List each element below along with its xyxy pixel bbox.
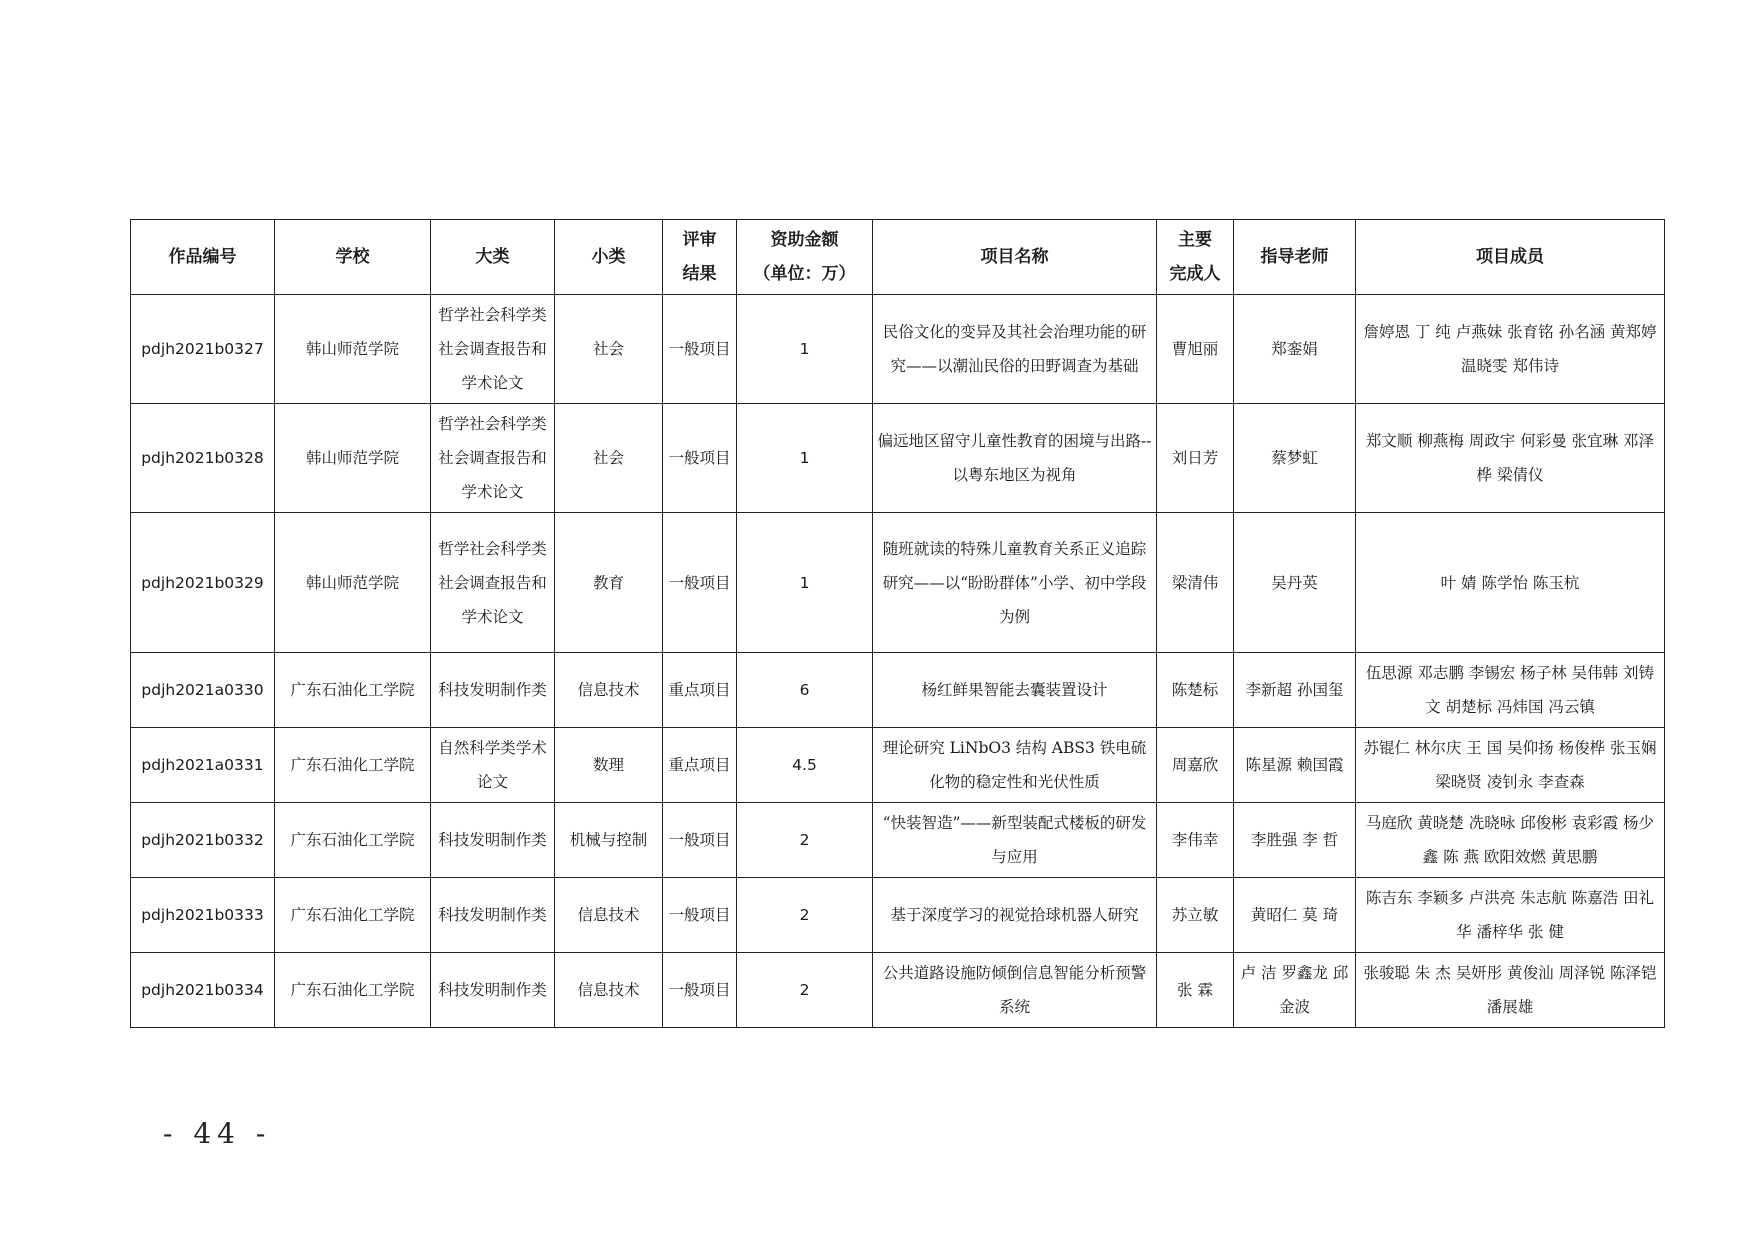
cell-category: 科技发明制作类 <box>431 953 555 1028</box>
cell-project-name: 基于深度学习的视觉拾球机器人研究 <box>873 878 1157 953</box>
cell-leader: 曹旭丽 <box>1157 295 1234 404</box>
table-row <box>131 404 1665 513</box>
cell-project-name: “快装智造”——新型装配式楼板的研发与应用 <box>873 803 1157 878</box>
cell-advisor: 陈星源 赖国霞 <box>1234 728 1356 803</box>
cell-subcategory: 信息技术 <box>555 653 663 728</box>
cell-category: 哲学社会科学类社会调查报告和学术论文 <box>431 513 555 653</box>
cell-advisor: 吴丹英 <box>1234 513 1356 653</box>
header-category: 大类 <box>431 220 555 295</box>
cell-leader: 梁清伟 <box>1157 513 1234 653</box>
cell-school: 广东石油化工学院 <box>275 653 431 728</box>
cell-leader: 李伟幸 <box>1157 803 1234 878</box>
cell-code: pdjh2021b0333 <box>131 878 275 953</box>
cell-funding: 4.5 <box>737 728 873 803</box>
cell-result: 重点项目 <box>663 653 737 728</box>
cell-school: 广东石油化工学院 <box>275 728 431 803</box>
cell-category: 科技发明制作类 <box>431 878 555 953</box>
header-advisor: 指导老师 <box>1234 220 1356 295</box>
cell-result: 一般项目 <box>663 953 737 1028</box>
cell-result: 一般项目 <box>663 878 737 953</box>
header-school: 学校 <box>275 220 431 295</box>
cell-project-name: 公共道路设施防倾倒信息智能分析预警系统 <box>873 953 1157 1028</box>
project-list-sheet <box>130 219 1664 1028</box>
cell-advisor: 黄昭仁 莫 琦 <box>1234 878 1356 953</box>
header-leader-line2: 完成人 <box>1169 264 1221 284</box>
table-row <box>131 953 1665 1028</box>
cell-funding: 2 <box>737 878 873 953</box>
cell-school: 韩山师范学院 <box>275 295 431 404</box>
cell-project-name: 民俗文化的变异及其社会治理功能的研究——以潮汕民俗的田野调查为基础 <box>873 295 1157 404</box>
cell-school: 广东石油化工学院 <box>275 878 431 953</box>
header-result-line1: 评审 <box>682 230 717 250</box>
cell-code: pdjh2021b0332 <box>131 803 275 878</box>
cell-result: 重点项目 <box>663 728 737 803</box>
cell-leader: 苏立敏 <box>1157 878 1234 953</box>
cell-members: 詹婷恩 丁 纯 卢燕妹 张育铭 孙名涵 黄郑婷 温晓雯 郑伟诗 <box>1356 295 1665 404</box>
cell-subcategory: 机械与控制 <box>555 803 663 878</box>
cell-project-name: 杨红鲜果智能去囊装置设计 <box>873 653 1157 728</box>
cell-school: 广东石油化工学院 <box>275 953 431 1028</box>
cell-code: pdjh2021a0331 <box>131 728 275 803</box>
cell-funding: 1 <box>737 513 873 653</box>
cell-subcategory: 社会 <box>555 404 663 513</box>
cell-school: 韩山师范学院 <box>275 513 431 653</box>
cell-code: pdjh2021a0330 <box>131 653 275 728</box>
cell-advisor: 李新超 孙国玺 <box>1234 653 1356 728</box>
cell-code: pdjh2021b0334 <box>131 953 275 1028</box>
cell-members: 郑文顺 柳燕梅 周政宇 何彩曼 张宜琳 邓泽桦 梁倩仪 <box>1356 404 1665 513</box>
cell-funding: 1 <box>737 295 873 404</box>
cell-category: 哲学社会科学类社会调查报告和学术论文 <box>431 404 555 513</box>
table-row <box>131 653 1665 728</box>
cell-leader: 刘日芳 <box>1157 404 1234 513</box>
header-members: 项目成员 <box>1356 220 1665 295</box>
cell-subcategory: 数理 <box>555 728 663 803</box>
cell-subcategory: 社会 <box>555 295 663 404</box>
cell-school: 广东石油化工学院 <box>275 803 431 878</box>
table-row <box>131 295 1665 404</box>
cell-members: 伍思源 邓志鹏 李锡宏 杨子林 吴伟韩 刘铸文 胡楚标 冯炜国 冯云镇 <box>1356 653 1665 728</box>
table-row <box>131 513 1665 653</box>
cell-category: 自然科学类学术论文 <box>431 728 555 803</box>
table-row <box>131 878 1665 953</box>
cell-result: 一般项目 <box>663 513 737 653</box>
cell-members: 马庭欣 黄晓楚 冼晓咏 邱俊彬 袁彩霞 杨少鑫 陈 燕 欧阳效燃 黄思鹏 <box>1356 803 1665 878</box>
cell-result: 一般项目 <box>663 295 737 404</box>
table-header-row <box>131 220 1665 295</box>
cell-advisor: 郑銮娟 <box>1234 295 1356 404</box>
cell-leader: 张 霖 <box>1157 953 1234 1028</box>
page-number: - 44 - <box>163 1117 272 1150</box>
header-result-line2: 结果 <box>682 264 717 284</box>
cell-school: 韩山师范学院 <box>275 404 431 513</box>
cell-code: pdjh2021b0327 <box>131 295 275 404</box>
cell-category: 科技发明制作类 <box>431 653 555 728</box>
cell-funding: 6 <box>737 653 873 728</box>
cell-code: pdjh2021b0329 <box>131 513 275 653</box>
funded-projects-table <box>130 219 1665 1028</box>
cell-members: 叶 婧 陈学怡 陈玉杭 <box>1356 513 1665 653</box>
table-row <box>131 803 1665 878</box>
cell-category: 哲学社会科学类社会调查报告和学术论文 <box>431 295 555 404</box>
header-leader-line1: 主要 <box>1178 230 1212 250</box>
cell-result: 一般项目 <box>663 404 737 513</box>
cell-result: 一般项目 <box>663 803 737 878</box>
cell-funding: 1 <box>737 404 873 513</box>
header-funding-line1: 资助金额 <box>770 230 839 250</box>
cell-subcategory: 教育 <box>555 513 663 653</box>
cell-project-name: 随班就读的特殊儿童教育关系正义追踪研究——以“盼盼群体”小学、初中学段为例 <box>873 513 1157 653</box>
cell-subcategory: 信息技术 <box>555 878 663 953</box>
cell-members: 张骏聪 朱 杰 吴妍彤 黄俊汕 周泽锐 陈泽铠 潘展雄 <box>1356 953 1665 1028</box>
header-subcategory: 小类 <box>555 220 663 295</box>
cell-advisor: 蔡梦虹 <box>1234 404 1356 513</box>
cell-subcategory: 信息技术 <box>555 953 663 1028</box>
header-funding <box>737 220 873 295</box>
header-result <box>663 220 737 295</box>
cell-members: 陈吉东 李颖多 卢洪亮 朱志航 陈嘉浩 田礼华 潘梓华 张 健 <box>1356 878 1665 953</box>
cell-category: 科技发明制作类 <box>431 803 555 878</box>
header-leader <box>1157 220 1234 295</box>
header-funding-line2: （单位：万） <box>753 264 856 284</box>
cell-project-name: 偏远地区留守儿童性教育的困境与出路--以粤东地区为视角 <box>873 404 1157 513</box>
header-code: 作品编号 <box>131 220 275 295</box>
cell-advisor: 卢 洁 罗鑫龙 邱金波 <box>1234 953 1356 1028</box>
cell-project-name: 理论研究 LiNbO3 结构 ABS3 铁电硫化物的稳定性和光伏性质 <box>873 728 1157 803</box>
cell-advisor: 李胜强 李 哲 <box>1234 803 1356 878</box>
cell-funding: 2 <box>737 803 873 878</box>
cell-leader: 陈楚标 <box>1157 653 1234 728</box>
header-project-name: 项目名称 <box>873 220 1157 295</box>
cell-funding: 2 <box>737 953 873 1028</box>
cell-members: 苏锟仁 林尔庆 王 国 吴仰扬 杨俊桦 张玉娴 梁晓贤 凌钊永 李查森 <box>1356 728 1665 803</box>
table-row <box>131 728 1665 803</box>
cell-code: pdjh2021b0328 <box>131 404 275 513</box>
cell-leader: 周嘉欣 <box>1157 728 1234 803</box>
